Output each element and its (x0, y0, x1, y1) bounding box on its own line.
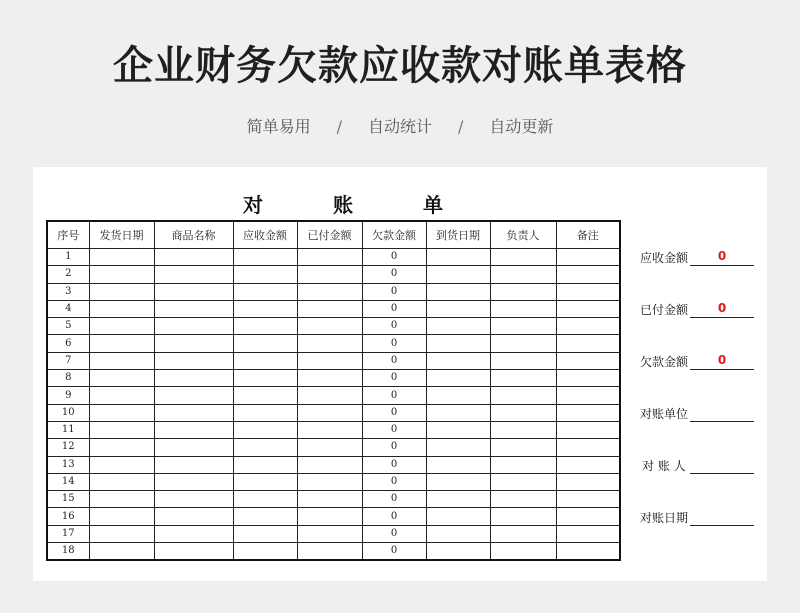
cell-ship-date[interactable] (89, 508, 154, 525)
cell-index: 3 (47, 283, 89, 300)
cell-paid[interactable] (297, 473, 362, 490)
cell-ship-date[interactable] (89, 318, 154, 335)
cell-person-in-charge[interactable] (490, 318, 556, 335)
cell-notes[interactable] (556, 525, 620, 542)
summary-label: 对账单位 (640, 407, 689, 421)
cell-notes[interactable] (556, 456, 620, 473)
cell-arrival-date[interactable] (426, 300, 490, 317)
cell-index: 14 (47, 473, 89, 490)
cell-notes[interactable] (556, 473, 620, 490)
cell-arrival-date[interactable] (426, 266, 490, 283)
cell-index: 2 (47, 266, 89, 283)
cell-notes[interactable] (556, 421, 620, 438)
cell-ship-date[interactable] (89, 404, 154, 421)
cell-person-in-charge[interactable] (490, 421, 556, 438)
cell-person-in-charge[interactable] (490, 266, 556, 283)
cell-product-name[interactable] (154, 318, 233, 335)
table-row (47, 387, 620, 404)
cell-arrival-date[interactable] (426, 404, 490, 421)
separator: / (336, 117, 342, 136)
cell-receivable[interactable] (233, 456, 297, 473)
summary-label: 应收金额 (640, 251, 689, 265)
cell-owed: 0 (362, 491, 426, 508)
cell-product-name[interactable] (154, 249, 233, 266)
table-row (47, 525, 620, 542)
col-header-index: 序号 (47, 221, 89, 249)
col-header-arrival-date: 到货日期 (426, 221, 490, 249)
cell-paid[interactable] (297, 249, 362, 266)
cell-person-in-charge[interactable] (490, 283, 556, 300)
cell-ship-date[interactable] (89, 300, 154, 317)
cell-ship-date[interactable] (89, 491, 154, 508)
cell-product-name[interactable] (154, 525, 233, 542)
table-row (47, 249, 620, 266)
cell-ship-date[interactable] (89, 352, 154, 369)
cell-person-in-charge[interactable] (490, 387, 556, 404)
cell-arrival-date[interactable] (426, 473, 490, 490)
cell-owed: 0 (362, 283, 426, 300)
cell-ship-date[interactable] (89, 266, 154, 283)
cell-product-name[interactable] (154, 266, 233, 283)
cell-product-name[interactable] (154, 456, 233, 473)
table-row (47, 335, 620, 352)
cell-product-name[interactable] (154, 300, 233, 317)
cell-ship-date[interactable] (89, 456, 154, 473)
cell-arrival-date[interactable] (426, 421, 490, 438)
cell-paid[interactable] (297, 508, 362, 525)
cell-arrival-date[interactable] (426, 543, 490, 561)
cell-receivable[interactable] (233, 543, 297, 561)
cell-ship-date[interactable] (89, 439, 154, 456)
cell-person-in-charge[interactable] (490, 491, 556, 508)
table-row (47, 508, 620, 525)
cell-owed: 0 (362, 266, 426, 283)
cell-ship-date[interactable] (89, 249, 154, 266)
cell-product-name[interactable] (154, 473, 233, 490)
cell-receivable[interactable] (233, 283, 297, 300)
cell-paid[interactable] (297, 318, 362, 335)
cell-receivable[interactable] (233, 473, 297, 490)
cell-paid[interactable] (297, 300, 362, 317)
cell-index: 8 (47, 370, 89, 387)
col-header-ship-date: 发货日期 (89, 221, 154, 249)
cell-owed: 0 (362, 508, 426, 525)
summary-owed (640, 353, 758, 371)
cell-notes[interactable] (556, 266, 620, 283)
cell-product-name[interactable] (154, 283, 233, 300)
document-title (243, 189, 443, 218)
cell-arrival-date[interactable] (426, 387, 490, 404)
cell-paid[interactable] (297, 525, 362, 542)
cell-owed: 0 (362, 439, 426, 456)
table-body (47, 249, 620, 561)
cell-notes[interactable] (556, 249, 620, 266)
cell-person-in-charge[interactable] (490, 456, 556, 473)
cell-person-in-charge[interactable] (490, 300, 556, 317)
cell-owed: 0 (362, 525, 426, 542)
cell-notes[interactable] (556, 352, 620, 369)
cell-owed: 0 (362, 387, 426, 404)
cell-index: 18 (47, 543, 89, 561)
cell-index: 5 (47, 318, 89, 335)
cell-arrival-date[interactable] (426, 439, 490, 456)
cell-receivable[interactable] (233, 439, 297, 456)
cell-product-name[interactable] (154, 352, 233, 369)
cell-receivable[interactable] (233, 370, 297, 387)
cell-ship-date[interactable] (89, 370, 154, 387)
cell-paid[interactable] (297, 283, 362, 300)
table-row (47, 473, 620, 490)
cell-receivable[interactable] (233, 318, 297, 335)
cell-notes[interactable] (556, 508, 620, 525)
cell-notes[interactable] (556, 387, 620, 404)
cell-person-in-charge[interactable] (490, 543, 556, 561)
cell-owed: 0 (362, 421, 426, 438)
table-row (47, 266, 620, 283)
summary-value[interactable]: 0 (690, 353, 754, 370)
summary-label: 对 账 人 (642, 459, 686, 473)
cell-product-name[interactable] (154, 508, 233, 525)
cell-receivable[interactable] (233, 421, 297, 438)
cell-arrival-date[interactable] (426, 508, 490, 525)
cell-notes[interactable] (556, 370, 620, 387)
cell-index: 12 (47, 439, 89, 456)
summary-date (640, 509, 758, 527)
summary-label: 已付金额 (640, 303, 689, 317)
cell-product-name[interactable] (154, 491, 233, 508)
cell-product-name[interactable] (154, 439, 233, 456)
cell-index: 7 (47, 352, 89, 369)
feature-easy: 简单易用 (246, 117, 311, 136)
title-char: 账 (333, 193, 353, 217)
separator: / (458, 117, 464, 136)
cell-receivable[interactable] (233, 249, 297, 266)
cell-owed: 0 (362, 249, 426, 266)
table-header-row (47, 221, 620, 249)
cell-receivable[interactable] (233, 491, 297, 508)
cell-ship-date[interactable] (89, 525, 154, 542)
cell-owed: 0 (362, 543, 426, 561)
cell-product-name[interactable] (154, 421, 233, 438)
cell-ship-date[interactable] (89, 473, 154, 490)
cell-person-in-charge[interactable] (490, 352, 556, 369)
cell-index: 9 (47, 387, 89, 404)
cell-owed: 0 (362, 370, 426, 387)
col-header-receivable: 应收金额 (233, 221, 297, 249)
statement-table (46, 220, 621, 561)
summary-value[interactable] (690, 405, 754, 422)
cell-receivable[interactable] (233, 508, 297, 525)
cell-notes[interactable] (556, 335, 620, 352)
title-char: 对 (243, 193, 263, 217)
cell-paid[interactable] (297, 404, 362, 421)
cell-arrival-date[interactable] (426, 335, 490, 352)
col-header-person-in-charge: 负责人 (490, 221, 556, 249)
feature-auto-update: 自动更新 (489, 117, 554, 136)
col-header-owed: 欠款金额 (362, 221, 426, 249)
cell-person-in-charge[interactable] (490, 370, 556, 387)
cell-paid[interactable] (297, 352, 362, 369)
table-row (47, 421, 620, 438)
cell-owed: 0 (362, 300, 426, 317)
table-row (47, 370, 620, 387)
table-row (47, 404, 620, 421)
cell-index: 15 (47, 491, 89, 508)
title-char: 单 (423, 193, 443, 217)
summary-receivable (640, 249, 758, 267)
cell-ship-date[interactable] (89, 387, 154, 404)
cell-ship-date[interactable] (89, 421, 154, 438)
cell-paid[interactable] (297, 266, 362, 283)
cell-paid[interactable] (297, 491, 362, 508)
col-header-notes: 备注 (556, 221, 620, 249)
cell-paid[interactable] (297, 456, 362, 473)
cell-owed: 0 (362, 456, 426, 473)
cell-receivable[interactable] (233, 404, 297, 421)
table-row (47, 318, 620, 335)
cell-arrival-date[interactable] (426, 352, 490, 369)
summary-reconciler (640, 457, 758, 475)
cell-ship-date[interactable] (89, 335, 154, 352)
cell-product-name[interactable] (154, 404, 233, 421)
cell-arrival-date[interactable] (426, 525, 490, 542)
cell-arrival-date[interactable] (426, 249, 490, 266)
cell-arrival-date[interactable] (426, 491, 490, 508)
cell-notes[interactable] (556, 300, 620, 317)
cell-arrival-date[interactable] (426, 370, 490, 387)
statement-sheet (33, 167, 767, 581)
cell-person-in-charge[interactable] (490, 508, 556, 525)
cell-paid[interactable] (297, 370, 362, 387)
cell-notes[interactable] (556, 491, 620, 508)
cell-product-name[interactable] (154, 543, 233, 561)
table-row (47, 300, 620, 317)
cell-index: 16 (47, 508, 89, 525)
cell-receivable[interactable] (233, 387, 297, 404)
table-row (47, 456, 620, 473)
cell-product-name[interactable] (154, 387, 233, 404)
cell-receivable[interactable] (233, 266, 297, 283)
cell-arrival-date[interactable] (426, 283, 490, 300)
cell-paid[interactable] (297, 421, 362, 438)
cell-notes[interactable] (556, 543, 620, 561)
cell-index: 17 (47, 525, 89, 542)
cell-person-in-charge[interactable] (490, 249, 556, 266)
col-header-product-name: 商品名称 (154, 221, 233, 249)
summary-value[interactable]: 0 (690, 301, 754, 318)
cell-index: 6 (47, 335, 89, 352)
cell-person-in-charge[interactable] (490, 439, 556, 456)
summary-label: 欠款金额 (640, 355, 689, 369)
cell-owed: 0 (362, 352, 426, 369)
cell-receivable[interactable] (233, 525, 297, 542)
cell-index: 11 (47, 421, 89, 438)
cell-index: 4 (47, 300, 89, 317)
table-row (47, 491, 620, 508)
cell-ship-date[interactable] (89, 543, 154, 561)
cell-ship-date[interactable] (89, 283, 154, 300)
cell-paid[interactable] (297, 543, 362, 561)
cell-owed: 0 (362, 473, 426, 490)
cell-owed: 0 (362, 335, 426, 352)
summary-value[interactable]: 0 (690, 249, 754, 266)
cell-product-name[interactable] (154, 335, 233, 352)
cell-receivable[interactable] (233, 335, 297, 352)
cell-owed: 0 (362, 318, 426, 335)
cell-owed: 0 (362, 404, 426, 421)
cell-paid[interactable] (297, 387, 362, 404)
summary-value[interactable] (690, 457, 754, 474)
table-row (47, 439, 620, 456)
cell-paid[interactable] (297, 439, 362, 456)
cell-notes[interactable] (556, 439, 620, 456)
cell-index: 13 (47, 456, 89, 473)
table-row (47, 352, 620, 369)
summary-value[interactable] (690, 509, 754, 526)
cell-person-in-charge[interactable] (490, 404, 556, 421)
cell-paid[interactable] (297, 335, 362, 352)
cell-index: 10 (47, 404, 89, 421)
summary-counterparty (640, 405, 758, 423)
cell-person-in-charge[interactable] (490, 335, 556, 352)
table-row (47, 283, 620, 300)
col-header-paid: 已付金额 (297, 221, 362, 249)
cell-notes[interactable] (556, 318, 620, 335)
cell-arrival-date[interactable] (426, 456, 490, 473)
cell-receivable[interactable] (233, 300, 297, 317)
cell-product-name[interactable] (154, 370, 233, 387)
cell-person-in-charge[interactable] (490, 473, 556, 490)
summary-label: 对账日期 (640, 511, 689, 525)
cell-notes[interactable] (556, 404, 620, 421)
summary-paid (640, 301, 758, 319)
table-row (47, 543, 620, 561)
feature-auto-stats: 自动统计 (367, 117, 432, 136)
cell-index: 1 (47, 249, 89, 266)
feature-tagline (0, 114, 800, 137)
cell-arrival-date[interactable] (426, 318, 490, 335)
page-title: 企业财务欠款应收款对账单表格 (113, 43, 687, 89)
cell-person-in-charge[interactable] (490, 525, 556, 542)
cell-notes[interactable] (556, 283, 620, 300)
cell-receivable[interactable] (233, 352, 297, 369)
